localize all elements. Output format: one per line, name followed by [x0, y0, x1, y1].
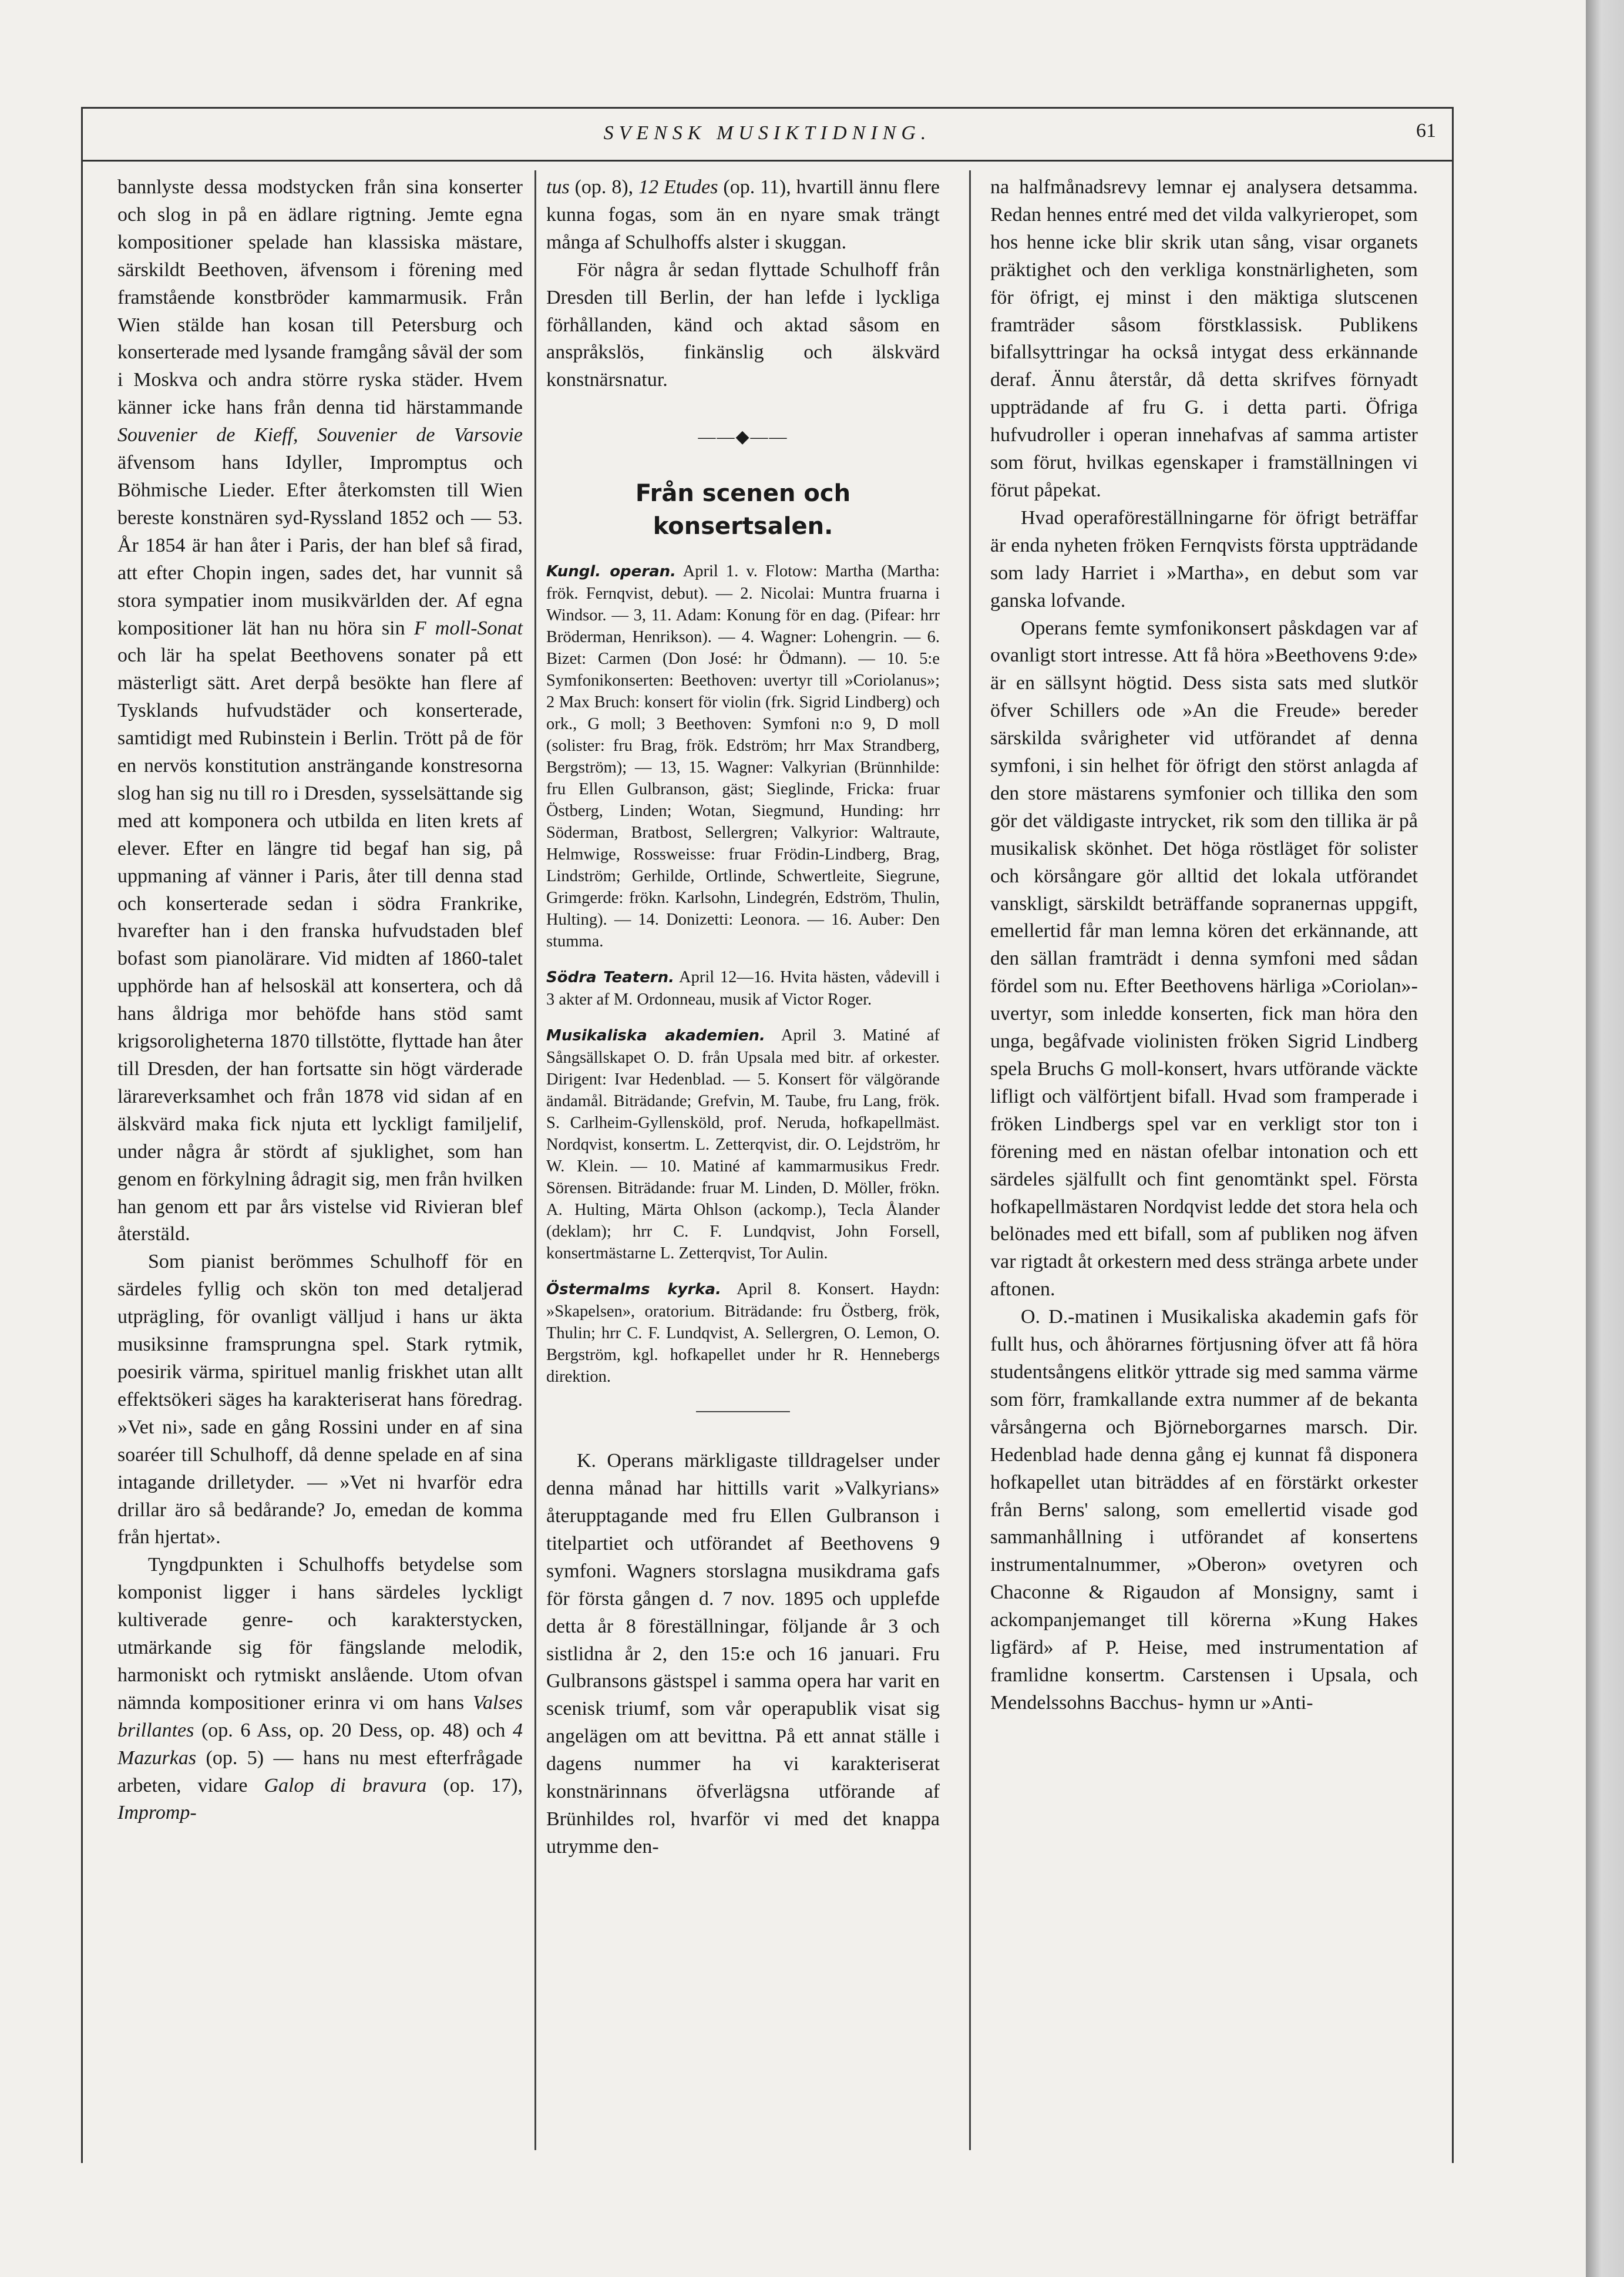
col1-paragraph-3: Tyngdpunkten i Schulhoffs betydelse som komponist ligger i hans särdeles lyckligt kultiverade genre- och karakterstycken, utmärkande sig för fängslande melodik, harmoniskt och rytmiskt anslående. Utom ofvan nämnda kompositioner erinra vi om hans Valses brillantes (op. 6 Ass, op. 20 Dess, op. 48) och 4 Mazurkas (op. 5) — hans nu mest efterfrågade arbeten, vidare Galop di bravura (op. 17), Impromp-	[117, 1554, 523, 1824]
col3-paragraph-4: O. D.-matinen i Musikaliska akademin gafs för fullt hus, och åhörarnes förtjusning öfver att få höra studentsångens elitkör yttrade sig med samma värme som förr, framkallande extra nummer af de bekanta vårsångerna och Björneborgarnes marsch. Dir. Hedenblad hade denna gång ej kunnat få disponera hofkapellet utan biträddes af en förstärkt orkester från Berns' salong, som emellertid visade god sammanhållning i utförandet af konsertens instrumentalnummer, »Oberon» ovetyren och Chaconne & Rigaudon af Monsigny, samt i ackompanjemanget till körerna »Kung Hakes ligfärd» af P. Heise, med instrumentation af framlidne konsertm. Carstensen i Upsala, och Mendelssohns Bacchus- hymn ur »Anti-	[990, 1306, 1418, 1714]
col1-paragraph-1: bannlyste dessa modstycken från sina konserter och slog in på en ädlare rigtning. Jemte egna kompositioner spelade han klassiska mästare, särskildt Beethoven, äfvensom i förening med framstående konstbröder kammarmusik. Från Wien stälde han kosan till Petersburg och konserterade med lysande framgång såväl der som i Moskva och andra större ryska städer. Hvem känner icke hans från denna tid härstammande Souvenier de Kieff, Souvenier de Varsovie äfvensom hans Idyller, Impromptus och Böhmische Lieder. Efter återkomsten till Wien bereste konstnären syd-Ryssland 1852 och — 53. År 1854 är han åter i Paris, der han blef så firad, att efter Chopin ingen, sades det, har vunnit så stora sympatier inom musikvärlden der. Af egna kompositioner lät han nu höra sin F moll-Sonat och lär ha spelat Beethovens sonater på ett mästerligt sätt. Aret derpå besökte han flere af Tysklands hufvudstäder och konserterade, samtidigt med Rubinstein i Berlin. Trött på de för en nervös konstitution ansträngande konstresorna slog han sig nu till ro i Dresden, sysselsättande sig med att komponera och utbilda en liten krets af elever. Efter en längre tid begaf han sig, på uppmaning af vänner i Paris, åter till denna stad och konserterade sedan i södra Frankrike, hvarefter han i den franska hufvudstaden blef bofast som pianolärare. Vid midten af 1860-talet upphörde han af helsoskäl att konsertera, och då hans åldriga mor behöfde hans stöd samt krigsoroligheterna 1870 tillstötte, flyttade han åter till Dresden, der han fortsatte sin högt värderade lärareverksamhet och från 1878 vid sidan af en älskvärd maka fick njuta ett lyckligt familjelif, under några år stördt af sjuklighet, som han genom en förkylning ådragit sig, men från hvilken han genom ett par års vistelse vid Rivieran blef återstäld.	[117, 176, 523, 1245]
listing-sodra-teatern: Södra Teatern. April 12—16. Hvita hästen, vådevill i 3 akter af M. Ordonneau, musik af Victor Roger.	[546, 968, 940, 1009]
listing-ostermalms-kyrka: Östermalms kyrka. April 8. Konsert. Haydn: »Skapelsen», oratorium. Biträdande: fru Östberg, frök, Thulin; hrr C. F. Lundqvist, A. Sellergren, O. Lemon, O. Bergström, kgl. hofkapellet under hr R. Hennebergs direktion.	[546, 1280, 940, 1386]
journal-title: SVENSK MUSIKTIDNING.	[603, 122, 932, 144]
col3-paragraph-1: na halfmånadsrevy lemnar ej analysera detsamma. Redan hennes entré med det vilda valkyrieropet, som hos henne icke blir skrik utan sång, visar organets präktighet och den verkliga konstnärligheten, som för öfrigt, ej minst i den mäktiga slutscenen framträder såsom förstklassisk. Publikens bifallsyttringar ha också intygat dess erkännande deraf. Ännu återstår, då detta skrifves förnyadt uppträdande af fru G. i detta parti. Öfriga hufvudroller i operan innehafvas af samma artister som förut, hvilkas egenskaper i framställningen vi förut påpekat.	[990, 176, 1418, 501]
col3-paragraph-3: Operans femte symfonikonsert påskdagen var af ovanligt stort intresse. Att få höra »Beethovens 9:de» är en sällsynt högtid. Dess sista sats med slutkör öfver Schillers ode »An die Freude» bereder särskilda svårigheter vid utförandet af denna symfoni, i sin helhet för öfrigt den störst anlagda af den store mästarens symfonier och tillika den som gör det väldigaste intrycket, rik som den tillika är på musikalisk skönhet. Det höga röstläget för solister och körsångare gör alltid det lokala utförandet vanskligt, särskildt beträffande sopranernas uppgift, emellertid får man lemna kören det erkännande, att den sällan framträdt i denna symfoni med sådan fördel som nu. Efter Beethovens härliga »Coriolan»-uvertyr, som inledde konserten, fick man höra den unga, begåfvade violinisten fröken Sigrid Lindberg spela Bruchs G moll-konsert, hvars utförande väckte lifligt och välförtjent bifall. Hvad som framperade i fröken Lindbergs spel var en verkligt stor ton i förening med en nästan ofelbar intonation och ett särdeles själfullt och fint genomtänkt spel. Första hofkapellmästaren Nordqvist ledde det stora hela och belönades med ett bifall, som af publiken nog äfven var rigtadt åt orkestern med dess stränga arbete under aftonen.	[990, 617, 1418, 1301]
page-number: 61	[1416, 120, 1436, 142]
performance-listings	[546, 560, 940, 1388]
listing-kungl-operan: Kungl. operan. April 1. v. Flotow: Martha (Martha: frök. Fernqvist, debut). — 2. Nicolai: Muntra fruarna i Windsor. — 3, 11. Adam: Konung för en dag. (Pifear: hrr Bröderman, Henrikson). — 4. Wagner: Lohengrin. — 6. Bizet: Carmen (Don José: hr Ödmann). — 10. 5:e Symfonikonserten: Beethoven: uvertyr till »Coriolanus»; 2 Max Bruch: konsert för violin (frk. Sigrid Lindberg) och ork., G moll; 3 Beethoven: Symfoni n:o 9, D moll (solister: fru Brag, frök. Edström; hrr Max Strandberg, Bergström); — 13, 15. Wagner: Valkyrian (Brünnhilde: fru Ellen Gulbranson, gäst; Sieglinde, Fricka: fruar Östberg, Linden; Wotan, Siegmund, Hunding: hrr Söderman, Bratbost, Sellergren; Valkyrior: Waltraute, Helmwige, Rossweisse: fruar Frödin-Lindberg, Brag, Lindström; Gerhilde, Ortlinde, Schwertleite, Siegrune, Grimgerde: frökn. Karlsohn, Lindegrén, Edström, Thulin, Hulting). — 14. Donizetti: Leonora. — 16. Auber: Den stumma.	[546, 562, 940, 951]
page-edge-shadow	[1586, 0, 1624, 2277]
running-header	[81, 112, 1454, 159]
column-2	[546, 174, 940, 1861]
column-rule-1	[534, 170, 536, 2150]
col3-paragraph-2: Hvad operaföreställningarne för öfrigt beträffar är enda nyheten fröken Fernqvists första uppträdande som lady Harriet i »Martha», en debut som var ganska lofvande.	[990, 506, 1418, 612]
col1-paragraph-2: Som pianist berömmes Schulhoff för en särdeles fyllig och skön ton med detaljerad utprägling, för ovanligt välljud i hans ur äkta musiksinne framsprungna spel. Stark rytmik, poesirik värma, spirituel manlig friskhet utan allt effektsökeri säges ha karakteriserat hans föredrag. »Vet ni», sade en gång Rossini under en af sina soaréer till Schulhoff, då denne spelade en af sina intagande drilletyder. — »Vet ni hvarför edra drillar äro så bedårande? Jo, emedan de komma från hjertat».	[117, 1251, 523, 1549]
header-rule	[81, 160, 1454, 162]
short-divider	[696, 1411, 790, 1412]
column-1	[117, 174, 523, 1827]
column-3	[990, 174, 1418, 1717]
col2-paragraph-review: K. Operans märkligaste tilldragelser under denna månad har hittills varit »Valkyrians» återupptagande med fru Ellen Gulbranson i titelpartiet och utförandet af Beethovens 9 symfoni. Wagners storslagna musikdrama gafs för första gången d. 7 nov. 1895 och upplefde detta år 8 föreställningar, följande år 3 och sistlidna år 2, den 15:e och 16 januari. Fru Gulbransons gästspel i samma opera har varit en scenisk triumf, som vår operapublik visat sig angelägen om att bevittna. På ett annat ställe i dagens nummer ha vi karakteriserat konstnärinnans öfverlägsna utförande af Brünhildes rol, hvarför vi med det knappa utrymme den-	[546, 1450, 940, 1858]
col2-paragraph-1: tus (op. 8), 12 Etudes (op. 11), hvartill ännu flere kunna fogas, som än en nyare smak trängt många af Schulhoffs alster i skuggan.	[546, 176, 940, 253]
col2-paragraph-2: För några år sedan flyttade Schulhoff från Dresden till Berlin, der han lefde i lyckliga förhållanden, känd och aktad såsom en anspråkslös, finkänslig och älskvärd konstnärsnatur.	[546, 258, 940, 391]
section-title: Från scenen och konsertsalen.	[635, 480, 851, 540]
column-rule-2	[969, 170, 971, 2150]
ornament-divider: ——◆——	[698, 427, 788, 447]
listing-musikaliska-akademien: Musikaliska akademien. April 3. Matiné af Sångsällskapet O. D. från Upsala med bitr. af orkester. Dirigent: Ivar Hedenblad. — 5. Konsert för välgörande ändamål. Biträdande; Grefvin, M. Taube, fru Lang, frök. S. Carlheim-Gyllensköld, prof. Neruda, hofkapellmäst. Nordqvist, konsertm. L. Zetterqvist, dir. O. Lejdström, hr W. Klein. — 10. Matiné af kammarmusikus Fredr. Sörensen. Biträdande: fruar M. Linden, D. Möller, frökn. A. Hulting, Märta Ohlson (ackomp.), Tecla Ålander (deklam); hrr C. F. Lundqvist, John Forsell, konsertmästarne L. Zetterqvist, Tor Aulin.	[546, 1026, 940, 1263]
